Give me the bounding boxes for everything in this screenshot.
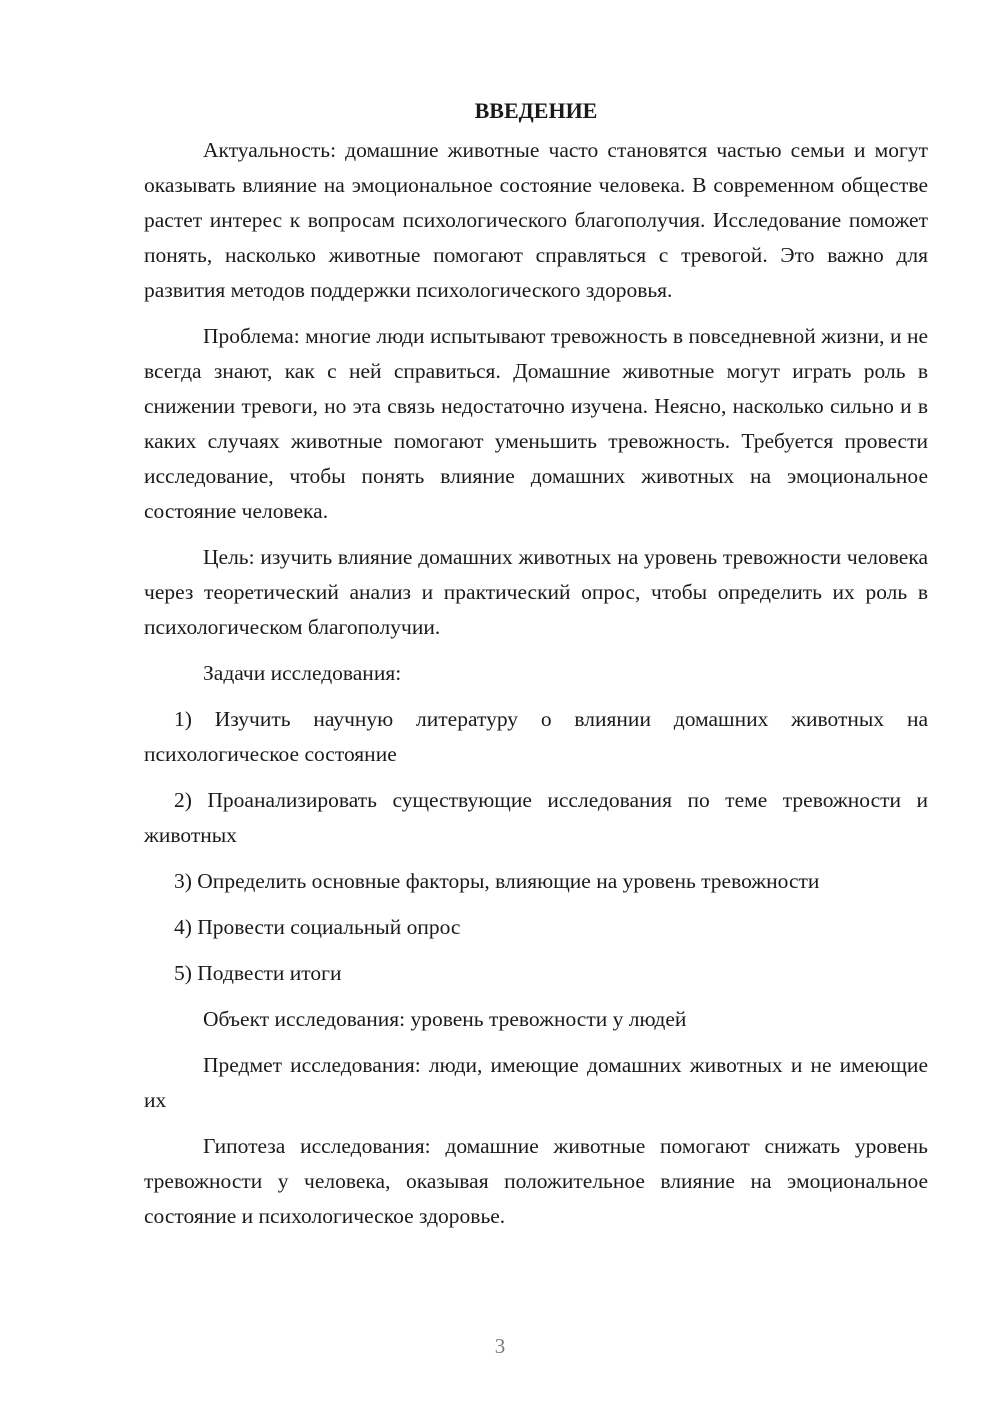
section-title: ВВЕДЕНИЕ xyxy=(474,98,598,123)
document-page xyxy=(144,96,928,1234)
subject-paragraph: Предмет исследования: люди, имеющие домашних животных и не имеющие их xyxy=(144,1053,928,1112)
task-item-1: 1) Изучить научную литературу о влиянии домашних животных на психологическое состояние xyxy=(144,707,928,766)
task-item-5: 5) Подвести итоги xyxy=(174,961,342,985)
object-paragraph: Объект исследования: уровень тревожности у людей xyxy=(203,1007,687,1031)
page-number: 3 xyxy=(494,1334,506,1358)
task-item-3: 3) Определить основные факторы, влияющие на уровень тревожности xyxy=(174,869,820,893)
problem-paragraph: Проблема: многие люди испытывают тревожность в повседневной жизни, и не всегда знают, как с ней справиться. Домашние животные могут играть роль в снижении тревоги, но эта связь недостаточно изучена. Неясно, насколько сильно и в каких случаях животные помогают уменьшить тревожность. Требуется провести исследование, чтобы понять влияние домашних животных на эмоциональное состояние человека. xyxy=(144,324,928,523)
task-item-2: 2) Проанализировать существующие исследования по теме тревожности и животных xyxy=(144,788,928,847)
hypothesis-paragraph: Гипотеза исследования: домашние животные помогают снижать уровень тревожности у человека, оказывая положительное влияние на эмоциональное состояние и психологическое здоровье. xyxy=(144,1134,928,1228)
tasks-heading: Задачи исследования: xyxy=(203,661,402,685)
relevance-paragraph: Актуальность: домашние животные часто становятся частью семьи и могут оказывать влияние на эмоциональное состояние человека. В современном обществе растет интерес к вопросам психологического благополучия. Исследование поможет понять, насколько животные помогают справляться с тревогой. Это важно для развития методов поддержки психологического здоровья. xyxy=(144,138,928,302)
goal-paragraph: Цель: изучить влияние домашних животных на уровень тревожности человека через теоретический анализ и практический опрос, чтобы определить их роль в психологическом благополучии. xyxy=(144,545,928,639)
task-item-4: 4) Провести социальный опрос xyxy=(174,915,461,939)
